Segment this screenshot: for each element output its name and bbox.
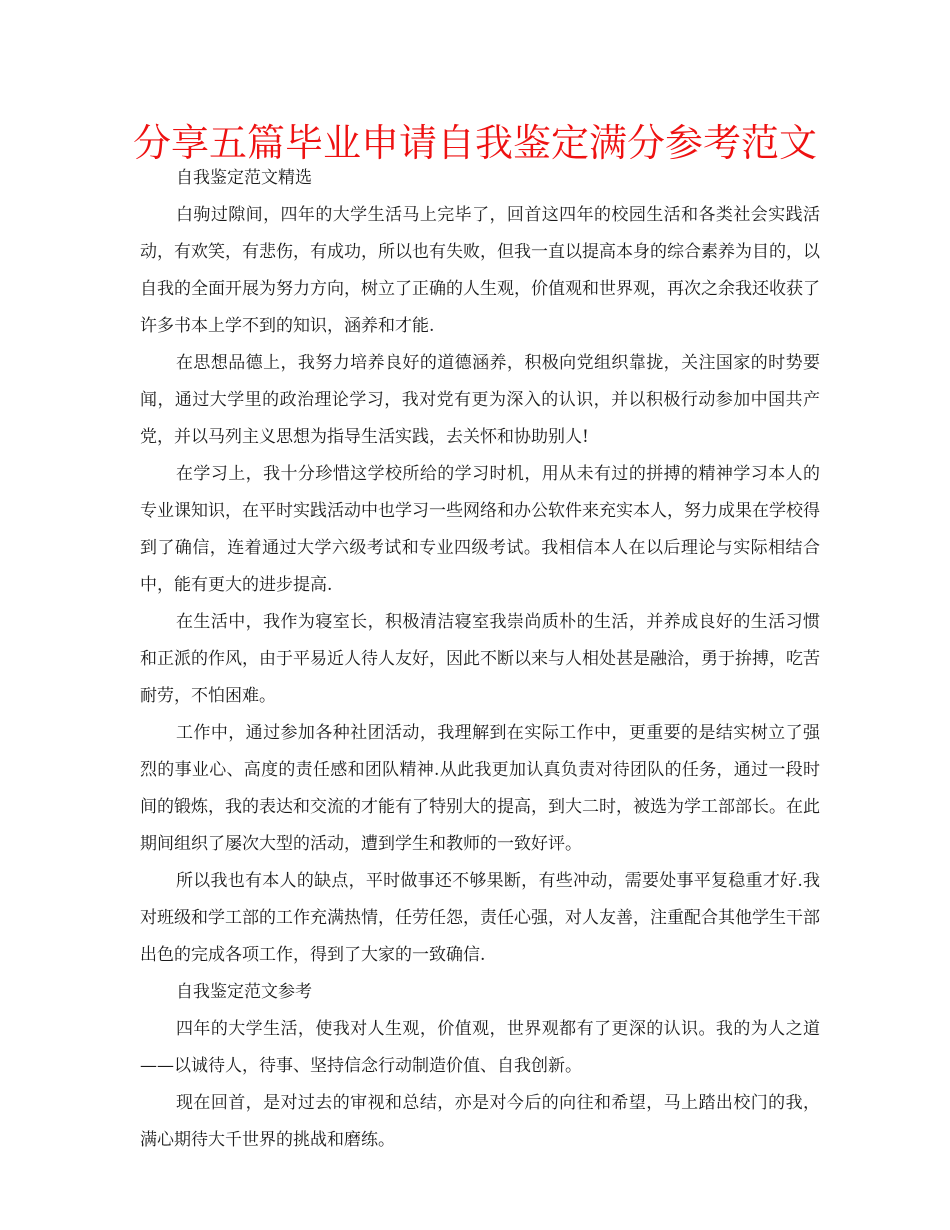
paragraph: 现在回首，是对过去的审视和总结，亦是对今后的向往和希望，马上踏出校门的我，满心期待大千世界的挑战和磨练。	[140, 1093, 820, 1150]
document-body	[140, 160, 820, 1159]
paragraph: 四年的大学生活，使我对人生观，价值观，世界观都有了更深的认识。我的为人之道——以诚待人，待事、坚持信念行动制造价值、自我创新。	[140, 1019, 820, 1076]
section-heading: 自我鉴定范文精选	[176, 168, 312, 188]
paragraph: 在学习上，我十分珍惜这学校所给的学习时机，用从未有过的拼搏的精神学习本人的专业课知识，在平时实践活动中也学习一些网络和办公软件来充实本人，努力成果在学校得到了确信，连着通过大学六级考试和专业四级考试。我相信本人在以后理论与实际相结合中，能有更大的进步提高.	[140, 464, 820, 595]
paragraph: 在思想品德上，我努力培养良好的道德涵养，积极向党组织靠拢，关注国家的时势要闻，通过大学里的政治理论学习，我对党有更为深入的认识，并以积极行动参加中国共产党，并以马列主义思想为指导生活实践，去关怀和协助别人!	[140, 353, 820, 447]
paragraph: 工作中，通过参加各种社团活动，我理解到在实际工作中，更重要的是结实树立了强烈的事业心、高度的责任感和团队精神.从此我更加认真负责对待团队的任务，通过一段时间的锻炼，我的表达和交流的才能有了特别大的提高，到大二时，被选为学工部部长。在此期间组织了屡次大型的活动，遭到学生和教师的一致好评。	[140, 723, 820, 854]
paragraph: 白驹过隙间，四年的大学生活马上完毕了，回首这四年的校园生活和各类社会实践活动，有欢笑，有悲伤，有成功，所以也有失败，但我一直以提高本身的综合素养为目的，以自我的全面开展为努力方向，树立了正确的人生观，价值观和世界观，再次之余我还收获了许多书本上学不到的知识，涵养和才能.	[140, 205, 820, 336]
paragraph: 在生活中，我作为寝室长，积极清洁寝室我崇尚质朴的生活，并养成良好的生活习惯和正派的作风，由于平易近人待人友好，因此不断以来与人相处甚是融洽，勇于拚搏，吃苦耐劳，不怕困难。	[140, 612, 820, 706]
section-heading: 自我鉴定范文参考	[176, 982, 312, 1002]
paragraph: 所以我也有本人的缺点，平时做事还不够果断，有些冲动，需要处事平复稳重才好.我对班级和学工部的工作充满热情，任劳任怨，责任心强，对人友善，注重配合其他学生干部出色的完成各项工作，得到了大家的一致确信.	[140, 871, 820, 965]
document-title: 分享五篇毕业申请自我鉴定满分参考范文	[132, 121, 817, 165]
